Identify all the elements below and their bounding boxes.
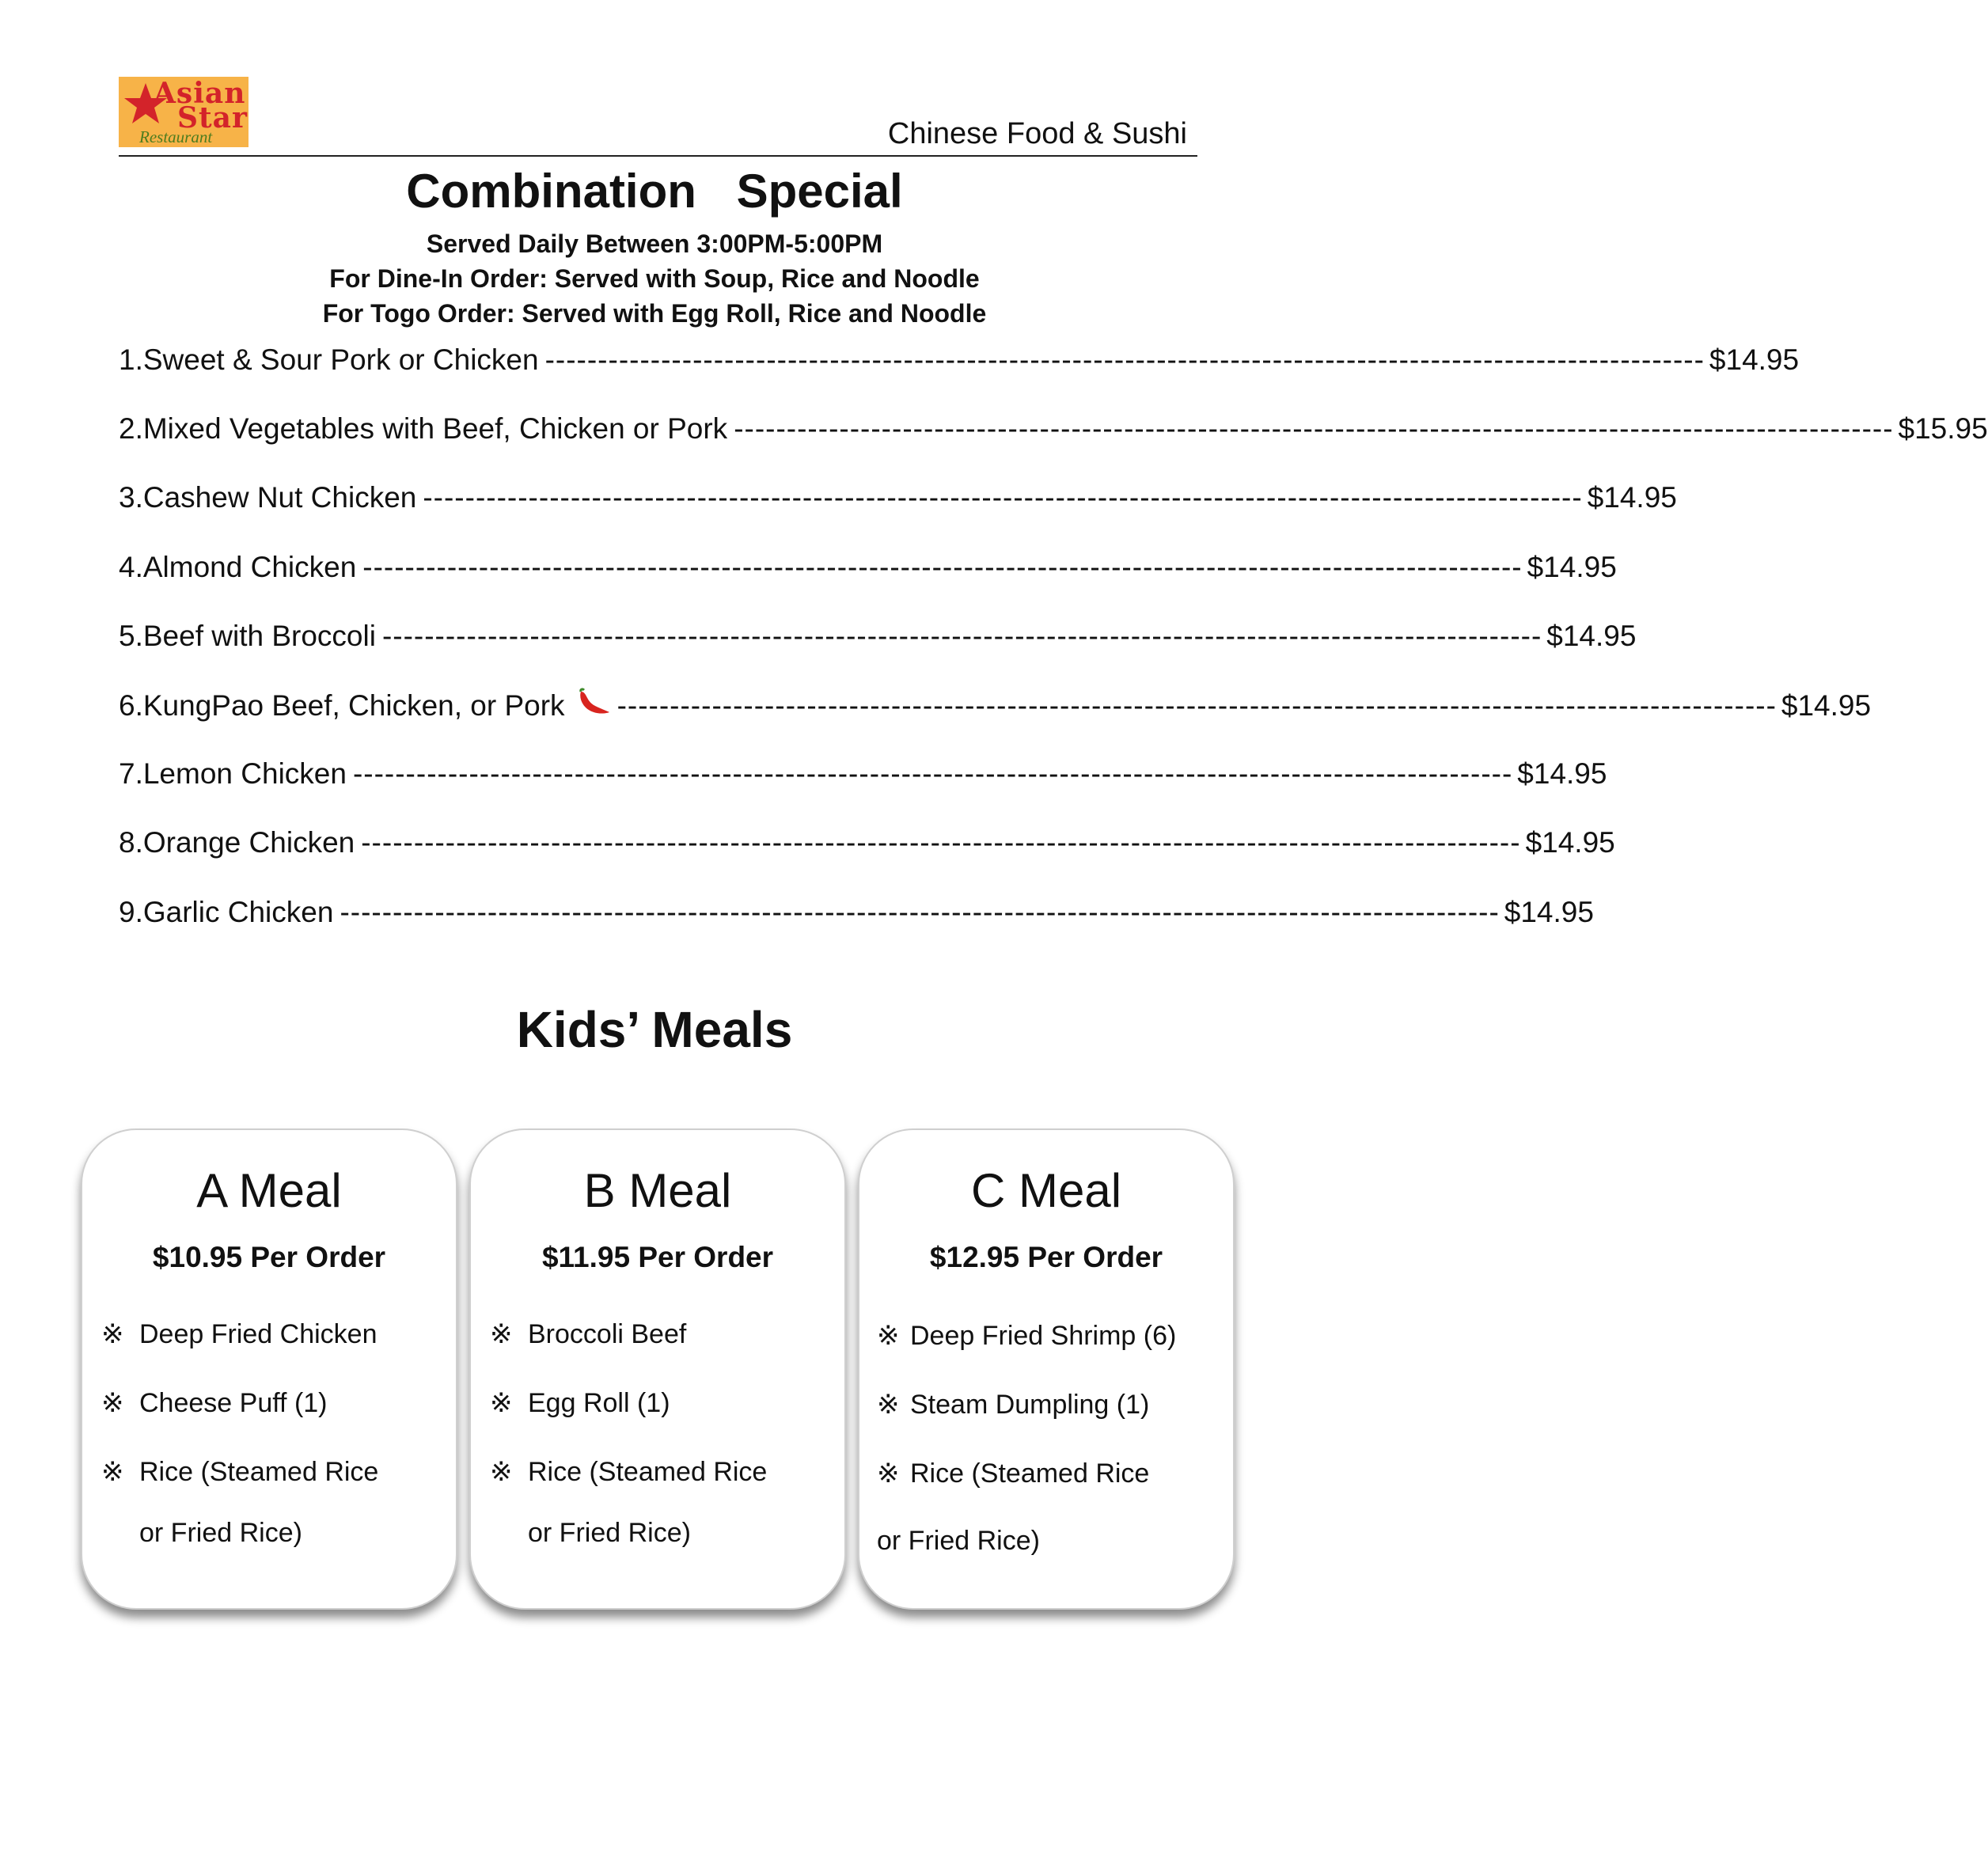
meal-item-text: Rice (Steamed Rice xyxy=(139,1457,379,1487)
item-name: Cashew Nut Chicken xyxy=(142,481,417,514)
restaurant-logo xyxy=(119,77,248,147)
item-price: $14.95 xyxy=(1525,826,1615,859)
meal-item-text: Deep Fried Chicken xyxy=(139,1319,377,1349)
item-price: $15.95 xyxy=(1898,412,1988,446)
meal-item xyxy=(877,1320,1176,1352)
meal-name: B Meal xyxy=(583,1164,732,1217)
reference-mark-icon: ※ xyxy=(877,1390,900,1420)
meal-item-text: Egg Roll (1) xyxy=(528,1388,670,1418)
meal-item-text: Deep Fried Shrimp (6) xyxy=(910,1321,1177,1351)
reference-mark-icon: ※ xyxy=(490,1388,513,1418)
item-number: 1. xyxy=(119,343,143,376)
item-number: 6. xyxy=(119,688,143,722)
item-number: 9. xyxy=(119,895,143,928)
reference-mark-icon: ※ xyxy=(490,1319,513,1349)
meal-item xyxy=(101,1456,378,1488)
logo-text-restaurant: Restaurant xyxy=(139,127,213,146)
reference-mark-icon: ※ xyxy=(101,1457,124,1487)
dotted-leader: -------------------------------------------------------------------------------------------------------------- xyxy=(734,412,1894,446)
meal-item xyxy=(101,1318,377,1350)
item-number: 3. xyxy=(119,481,143,514)
chili-pepper-icon xyxy=(576,688,611,715)
tagline: Chinese Food & Sushi xyxy=(887,117,1187,150)
meal-price: $10.95 Per Order xyxy=(152,1241,386,1273)
reference-mark-icon: ※ xyxy=(490,1457,513,1487)
header-divider xyxy=(119,155,1197,157)
meal-item-text: Steam Dumpling (1) xyxy=(910,1390,1150,1420)
dotted-leader: -------------------------------------------------------------------------------------------------------------- xyxy=(544,343,1705,376)
meal-item xyxy=(490,1456,767,1488)
dotted-leader: -------------------------------------------------------------------------------------------------------------- xyxy=(340,895,1500,928)
dine-in-note: For Dine-In Order: Served with Soup, Rice and Noodle xyxy=(329,264,980,293)
reference-mark-icon: ※ xyxy=(877,1321,900,1351)
reference-mark-icon: ※ xyxy=(101,1388,124,1418)
kids-meals-title: Kids’ Meals xyxy=(516,1001,793,1058)
dotted-leader: -------------------------------------------------------------------------------------------------------------- xyxy=(362,550,1523,583)
combo-item xyxy=(119,688,1872,757)
item-price: $14.95 xyxy=(1517,757,1607,791)
meal-name: A Meal xyxy=(196,1164,342,1217)
item-name: Orange Chicken xyxy=(142,826,355,859)
combo-item xyxy=(119,826,1615,895)
combo-item xyxy=(119,412,1988,481)
combination-list xyxy=(119,343,1988,965)
item-price: $14.95 xyxy=(1546,619,1637,652)
item-name: Almond Chicken xyxy=(142,550,357,583)
meal-item xyxy=(877,1458,1149,1489)
meal-price: $11.95 Per Order xyxy=(541,1241,774,1273)
item-number: 4. xyxy=(119,550,143,583)
item-number: 5. xyxy=(119,619,143,652)
item-name: Lemon Chicken xyxy=(142,757,347,791)
togo-note: For Togo Order: Served with Egg Roll, Rice and Noodle xyxy=(322,299,987,328)
meal-item xyxy=(490,1387,670,1419)
dotted-leader: -------------------------------------------------------------------------------------------------------------- xyxy=(423,481,1583,514)
item-number: 8. xyxy=(119,826,143,859)
meal-item-continued: or Fried Rice) xyxy=(528,1518,691,1548)
dotted-leader: -------------------------------------------------------------------------------------------------------------- xyxy=(617,688,1777,722)
serving-hours: Served Daily Between 3:00PM-5:00PM xyxy=(426,229,883,258)
item-price: $14.95 xyxy=(1527,550,1617,583)
reference-mark-icon: ※ xyxy=(877,1458,900,1489)
meal-item-continued: or Fried Rice) xyxy=(877,1526,1040,1556)
combo-item xyxy=(119,895,1594,965)
item-number: 2. xyxy=(119,412,143,446)
combo-item xyxy=(119,481,1677,550)
kids-meal-card-a xyxy=(81,1128,457,1610)
item-price: $14.95 xyxy=(1781,688,1872,722)
meal-item xyxy=(101,1387,328,1419)
item-name: KungPao Beef, Chicken, or Pork xyxy=(142,688,565,722)
meal-item-text: Rice (Steamed Rice xyxy=(528,1457,768,1487)
combo-item xyxy=(119,343,1800,412)
combination-title: Combination Special xyxy=(406,165,903,218)
dotted-leader: -------------------------------------------------------------------------------------------------------------- xyxy=(381,619,1542,652)
meal-item-text: Cheese Puff (1) xyxy=(139,1388,328,1418)
item-price: $14.95 xyxy=(1587,481,1677,514)
item-number: 7. xyxy=(119,757,143,791)
logo-text-star: Star xyxy=(177,101,248,135)
logo-text-asian: Asian xyxy=(154,77,246,110)
meal-name: C Meal xyxy=(970,1164,1122,1217)
meal-item-continued: or Fried Rice) xyxy=(139,1518,302,1548)
item-price: $14.95 xyxy=(1709,343,1800,376)
item-name: Garlic Chicken xyxy=(142,895,334,928)
meal-price: $12.95 Per Order xyxy=(929,1241,1163,1273)
meal-item xyxy=(490,1318,686,1350)
kids-meal-card-c xyxy=(858,1128,1235,1610)
item-name: Beef with Broccoli xyxy=(142,619,376,652)
meal-item xyxy=(877,1389,1149,1420)
reference-mark-icon: ※ xyxy=(101,1319,124,1349)
dotted-leader: -------------------------------------------------------------------------------------------------------------- xyxy=(361,826,1521,859)
combo-item xyxy=(119,550,1617,620)
item-price: $14.95 xyxy=(1504,895,1594,928)
item-name: Sweet & Sour Pork or Chicken xyxy=(142,343,539,376)
item-name: Mixed Vegetables with Beef, Chicken or Pork xyxy=(142,412,728,446)
kids-meal-card-b xyxy=(469,1128,846,1610)
dotted-leader: -------------------------------------------------------------------------------------------------------------- xyxy=(352,757,1513,791)
meal-item-text: Broccoli Beef xyxy=(528,1319,687,1349)
combo-item xyxy=(119,757,1607,826)
meal-item-text: Rice (Steamed Rice xyxy=(910,1458,1150,1489)
combo-item xyxy=(119,619,1637,688)
